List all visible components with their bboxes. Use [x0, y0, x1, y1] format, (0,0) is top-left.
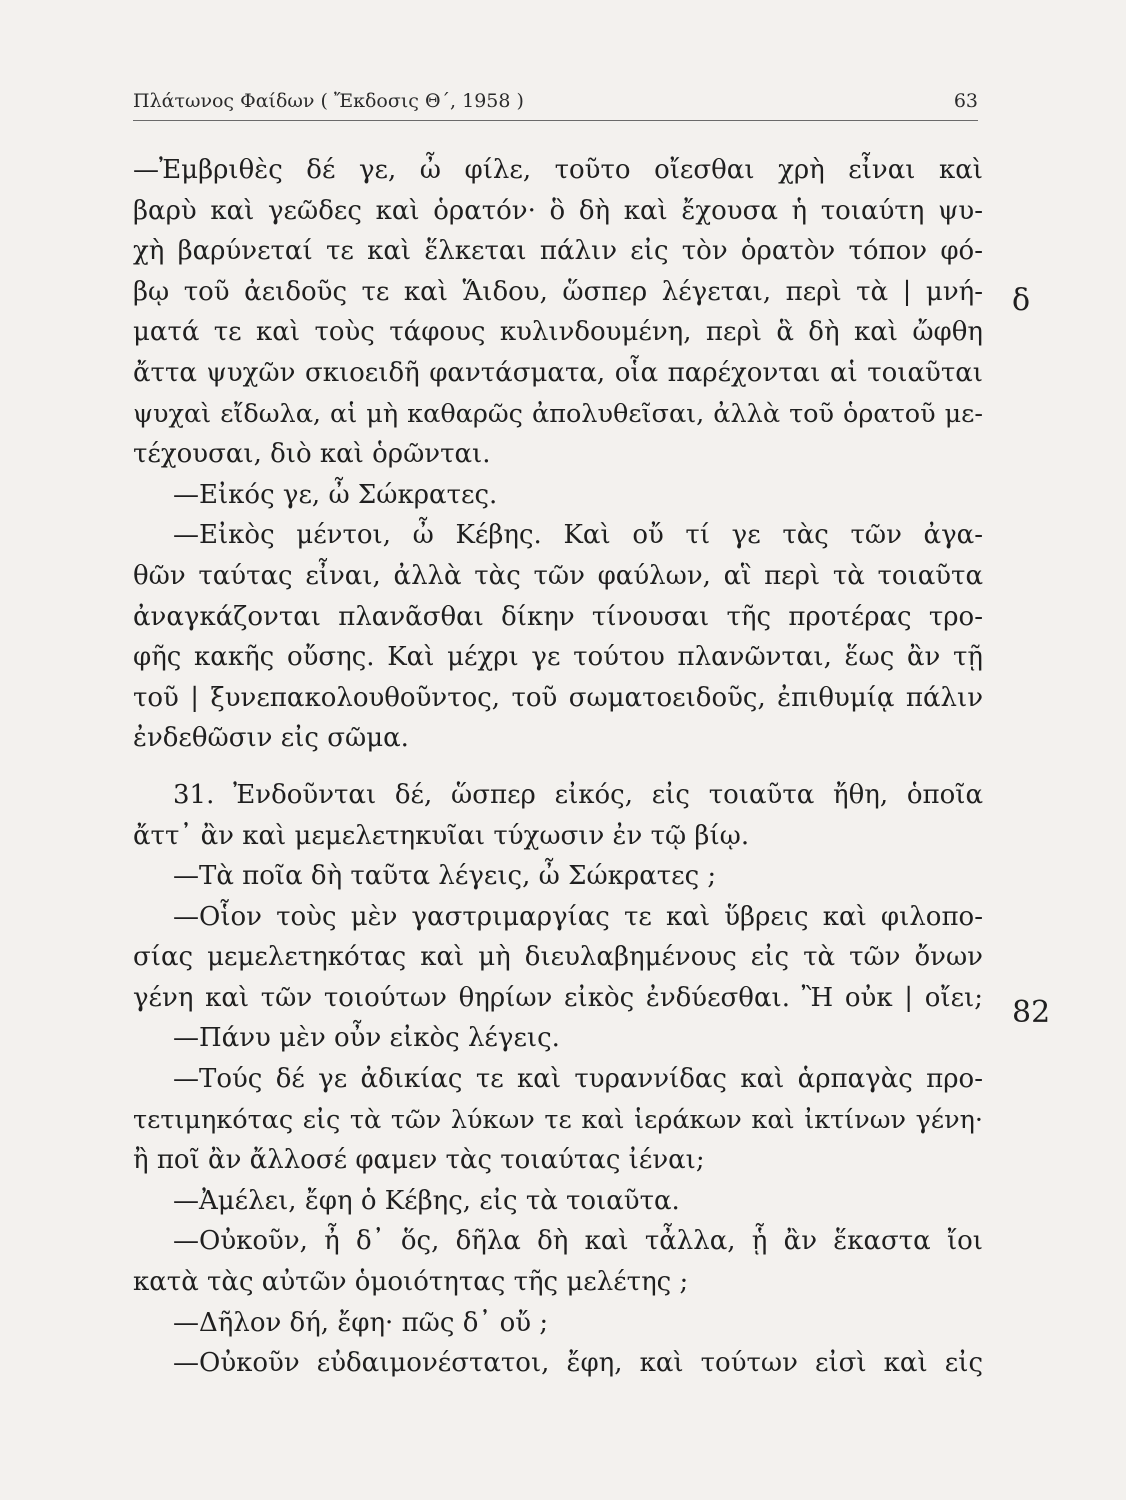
text-line: τοῦ | ξυνεπακολουθοῦντος, τοῦ σωματοειδοῦς, ἐπιθυμίᾳ πάλιν	[133, 682, 983, 713]
text-line: —Οὐκοῦν, ἦ δ᾽ ὅς, δῆλα δὴ καὶ τἆλλα, ᾗ ἂν ἕκαστα ἴοι	[173, 1226, 983, 1257]
text-line: γένη καὶ τῶν τοιούτων θηρίων εἰκὸς ἐνδύεσθαι. Ἢ οὐκ | οἴει;	[133, 982, 983, 1013]
text-line: —Εἰκός γε, ὦ Σώκρατες.	[173, 479, 498, 510]
page-number: 63	[953, 90, 978, 112]
text-line: —Τὰ ποῖα δὴ ταῦτα λέγεις, ὦ Σώκρατες ;	[173, 861, 717, 892]
text-line: —Ἐμβριθὲς δέ γε, ὦ φίλε, τοῦτο οἴεσθαι χρὴ εἶναι καὶ	[133, 155, 983, 185]
text-line: —Πάνυ μὲν οὖν εἰκὸς λέγεις.	[173, 1023, 560, 1054]
text-line: χὴ βαρύνεταί τε καὶ ἕλκεται πάλιν εἰς τὸν ὁρατὸν τόπον φό-	[133, 236, 983, 267]
running-title: Πλάτωνος Φαίδων ( Ἔκδοσις Θ΄, 1958 )	[133, 90, 524, 112]
text-line: ἄττ᾽ ἂν καὶ μεμελετηκυῖαι τύχωσιν ἐν τῷ βίῳ.	[133, 820, 750, 851]
text-line: σίας μεμελετηκότας καὶ μὴ διευλαβημένους εἰς τὰ τῶν ὄνων	[133, 942, 983, 973]
text-line: ψυχαὶ εἴδωλα, αἱ μὴ καθαρῶς ἀπολυθεῖσαι, ἀλλὰ τοῦ ὁρατοῦ με-	[133, 398, 983, 429]
text-line: 31. Ἐνδοῦνται δέ, ὥσπερ εἰκός, εἰς τοιαῦτα ἤθη, ὁποῖα	[173, 779, 983, 810]
text-line: ἀναγκάζονται πλανᾶσθαι δίκην τίνουσαι τῆς προτέρας τρο-	[133, 601, 983, 632]
text-line: —Οἷον τοὺς μὲν γαστριμαργίας τε καὶ ὕβρεις καὶ φιλοπο-	[173, 901, 983, 932]
text-line: —Τούς δέ γε ἀδικίας τε καὶ τυραννίδας καὶ ἁρπαγὰς προ-	[173, 1064, 983, 1095]
margin-ref-stephanus: 82	[1012, 995, 1051, 1030]
running-header	[133, 88, 978, 121]
text-line: ἐνδεθῶσιν εἰς σῶμα.	[133, 723, 409, 754]
text-line: —Ἀμέλει, ἔφη ὁ Κέβης, εἰς τὰ τοιαῦτα.	[173, 1185, 680, 1216]
text-line: βῳ τοῦ ἀειδοῦς τε καὶ Ἅιδου, ὥσπερ λέγεται, περὶ τὰ | μνή-	[133, 276, 983, 307]
text-line: ματά τε καὶ τοὺς τάφους κυλινδουμένη, περὶ ἃ δὴ καὶ ὤφθη	[133, 317, 983, 348]
text-line: ἢ ποῖ ἂν ἄλλοσέ φαμεν τὰς τοιαύτας ἰέναι;	[133, 1145, 705, 1176]
text-line: τετιμηκότας εἰς τὰ τῶν λύκων τε καὶ ἱεράκων καὶ ἰκτίνων γένη·	[133, 1104, 983, 1135]
text-line: —Οὐκοῦν εὐδαιμονέστατοι, ἔφη, καὶ τούτων εἰσὶ καὶ εἰς	[173, 1348, 983, 1379]
text-line: θῶν ταύτας εἶναι, ἀλλὰ τὰς τῶν φαύλων, αἳ περὶ τὰ τοιαῦτα	[133, 560, 983, 591]
text-line: τέχουσαι, διὸ καὶ ὁρῶνται.	[133, 439, 491, 470]
greek-text-body	[133, 150, 983, 1384]
margin-ref-delta: δ	[1012, 283, 1031, 318]
text-line: φῆς κακῆς οὔσης. Καὶ μέχρι γε τούτου πλανῶνται, ἕως ἂν τῇ	[133, 642, 983, 673]
text-line: βαρὺ καὶ γεῶδες καὶ ὁρατόν· ὃ δὴ καὶ ἔχουσα ἡ τοιαύτη ψυ-	[133, 195, 983, 226]
text-line: —Δῆλον δή, ἔφη· πῶς δ᾽ οὔ ;	[173, 1307, 549, 1338]
text-line: κατὰ τὰς αὐτῶν ὁμοιότητας τῆς μελέτης ;	[133, 1267, 689, 1298]
text-line: —Εἰκὸς μέντοι, ὦ Κέβης. Καὶ οὔ τί γε τὰς τῶν ἀγα-	[173, 520, 983, 551]
text-line: ἄττα ψυχῶν σκιοειδῆ φαντάσματα, οἷα παρέχονται αἱ τοιαῦται	[133, 357, 983, 388]
